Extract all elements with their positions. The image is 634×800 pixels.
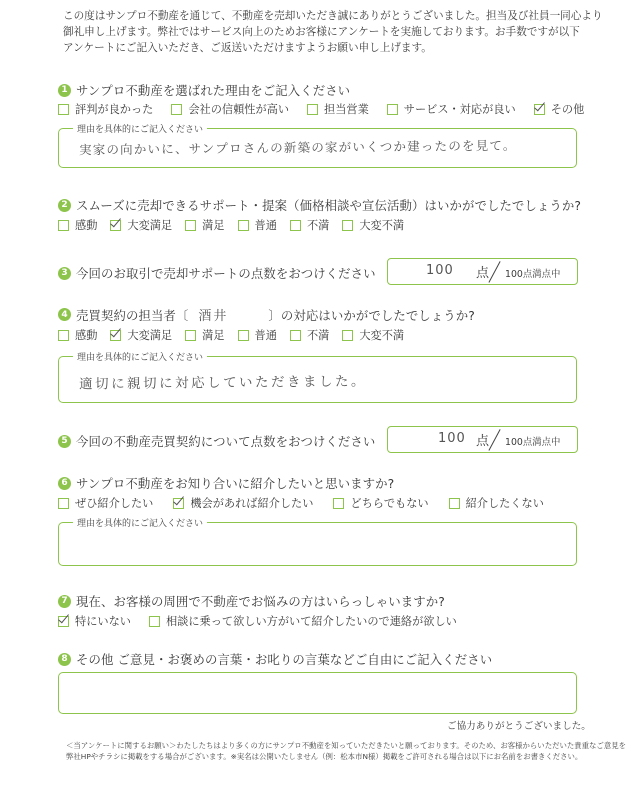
question-number-badge: 4	[58, 308, 71, 321]
option-impressed[interactable]	[58, 217, 97, 233]
checkbox[interactable]	[149, 616, 160, 627]
question-text: サンプロ不動産をお知り合いに紹介したいと思いますか?	[76, 476, 395, 491]
option-label: 特にいない	[75, 615, 131, 628]
option-dissatisfied[interactable]	[290, 217, 329, 233]
checkbox[interactable]	[110, 330, 121, 341]
option-satisfied[interactable]	[185, 327, 224, 343]
q4-reason-box[interactable]	[58, 353, 577, 403]
option-very-satisfied[interactable]	[110, 217, 172, 233]
q4-options	[58, 327, 404, 343]
option-label: 普通	[254, 219, 277, 232]
question-number-badge: 6	[58, 477, 71, 490]
option-label: 大変不満	[359, 329, 405, 342]
option-very-satisfied[interactable]	[110, 327, 172, 343]
option-label: 不満	[306, 329, 330, 342]
option-other[interactable]	[534, 101, 585, 117]
score-max: 100点満点中	[505, 269, 561, 280]
checkbox[interactable]	[171, 104, 182, 115]
footer-line: ＜当アンケートに関するお願い＞わたしたちはより多くの方にサンプロ不動産を知っていただきたいと願っております。そのため、お客様からいただいた貴重なご意見を	[66, 741, 626, 750]
option-label: 会社の信頼性が高い	[188, 103, 290, 116]
question-text: 今回のお取引で売却サポートの点数をおつけください	[76, 266, 376, 281]
reason-label: 理由を具体的にご記入ください	[73, 350, 207, 363]
checkbox[interactable]	[342, 330, 353, 341]
question-6	[58, 474, 394, 492]
question-8	[58, 650, 492, 668]
option-neutral[interactable]	[333, 495, 428, 511]
footer-note	[66, 740, 626, 762]
checkbox[interactable]	[333, 498, 344, 509]
option-want-contact[interactable]	[149, 613, 457, 629]
checkbox[interactable]	[238, 330, 249, 341]
question-text: スムーズに売却できるサポート・提案（価格相談や宣伝活動）はいかがでしたでしょうか?	[76, 198, 582, 213]
checkbox[interactable]	[185, 330, 196, 341]
reason-label: 理由を具体的にご記入ください	[73, 122, 207, 135]
checkbox[interactable]	[387, 104, 398, 115]
q8-comment-box[interactable]	[58, 672, 577, 714]
question-number-badge: 5	[58, 435, 71, 448]
q5-score-box[interactable]	[387, 426, 578, 453]
question-3	[58, 264, 376, 282]
option-label: どちらでもない	[350, 497, 429, 510]
intro-line: 御礼申し上げます。弊社ではサービス向上のためお客様にアンケートを実施しております。お手数ですが以下	[63, 26, 580, 38]
score-unit: 点	[476, 266, 490, 281]
question-text: 現在、お客様の周囲で不動産でお悩みの方はいらっしゃいますか?	[76, 594, 445, 609]
checkbox[interactable]	[449, 498, 460, 509]
option-definitely-introduce[interactable]	[58, 495, 153, 511]
option-not-introduce[interactable]	[449, 495, 544, 511]
intro-line: アンケートにご記入いただき、ご返送いただけますようお願い申し上げます。	[63, 42, 432, 54]
question-text-before: 売買契約の担当者〔	[76, 307, 189, 323]
handwritten-answer: 実家の向かいに、サンプロさんの新築の家がいくつか建ったのを見て。	[78, 137, 517, 158]
option-dissatisfied[interactable]	[290, 327, 329, 343]
option-label: サービス・対応が良い	[403, 103, 516, 116]
checkbox[interactable]	[58, 498, 69, 509]
checkbox[interactable]	[185, 220, 196, 231]
handwritten-agent-name: 酒井	[198, 309, 229, 324]
question-7	[58, 592, 445, 610]
handwritten-score: 100	[426, 263, 454, 278]
handwritten-score: 100	[438, 431, 466, 446]
checkbox[interactable]	[173, 498, 184, 509]
option-normal[interactable]	[238, 327, 277, 343]
thanks-text: ご協力ありがとうございました。	[447, 721, 591, 732]
checkbox[interactable]	[58, 104, 69, 115]
option-label: 大変満足	[127, 219, 173, 232]
option-label: 大変不満	[359, 219, 405, 232]
q1-options	[58, 101, 584, 117]
question-text: その他 ご意見・お褒めの言葉・お叱りの言葉などご自由にご記入ください	[76, 652, 493, 667]
checkbox[interactable]	[110, 220, 121, 231]
option-label: 相談に乗って欲しい方がいて紹介したいので連絡が欲しい	[165, 615, 457, 628]
q2-options	[58, 217, 404, 233]
score-max: 100点満点中	[505, 437, 561, 448]
intro-text	[63, 8, 623, 56]
option-label: 大変満足	[127, 329, 173, 342]
checkbox[interactable]	[58, 616, 69, 627]
handwritten-answer: 適切に親切に対応していただきました。	[78, 373, 368, 393]
q6-options	[58, 495, 544, 511]
checkbox[interactable]	[534, 104, 545, 115]
checkbox[interactable]	[290, 220, 301, 231]
checkbox[interactable]	[342, 220, 353, 231]
checkbox[interactable]	[238, 220, 249, 231]
option-label: 機会があれば紹介したい	[190, 497, 314, 510]
option-reputation[interactable]	[58, 101, 153, 117]
option-very-dissatisfied[interactable]	[342, 327, 404, 343]
question-number-badge: 1	[58, 84, 71, 97]
q6-reason-box[interactable]	[58, 519, 577, 566]
option-label: ぜひ紹介したい	[75, 497, 154, 510]
option-normal[interactable]	[238, 217, 277, 233]
checkbox[interactable]	[307, 104, 318, 115]
question-2	[58, 196, 581, 214]
intro-line: この度はサンプロ不動産を通じて、不動産を売却いただき誠にありがとうございました。担当及び社員一同心より	[63, 10, 603, 22]
option-nobody[interactable]	[58, 613, 131, 629]
question-number-badge: 7	[58, 595, 71, 608]
checkbox[interactable]	[290, 330, 301, 341]
option-service[interactable]	[387, 101, 516, 117]
option-company-trust[interactable]	[171, 101, 289, 117]
option-label: 紹介したくない	[465, 497, 544, 510]
question-number-badge: 3	[58, 267, 71, 280]
question-number-badge: 2	[58, 199, 71, 212]
footer-line: 弊社HPやチラシに掲載をする場合がございます。※実名は公開いたしません（例：松本市N様）掲載をご許可される場合は以下にお名前をお書きください。	[66, 752, 583, 761]
option-satisfied[interactable]	[185, 217, 224, 233]
q7-options	[58, 613, 457, 629]
option-label: 評判が良かった	[75, 103, 154, 116]
option-label: 担当営業	[324, 103, 369, 116]
question-text-after: 〕の対応はいかがでしたでしょうか?	[268, 307, 475, 323]
score-unit: 点	[476, 434, 490, 449]
option-introduce-if-chance[interactable]	[173, 495, 313, 511]
option-label: その他	[550, 103, 585, 116]
question-number-badge: 8	[58, 653, 71, 666]
option-label: 不満	[306, 219, 330, 232]
q1-reason-box[interactable]	[58, 125, 577, 168]
question-text: サンプロ不動産を選ばれた理由をご記入ください	[76, 83, 351, 98]
option-label: 普通	[254, 329, 277, 342]
option-sales-rep[interactable]	[307, 101, 369, 117]
option-label: 感動	[75, 329, 98, 342]
slash-divider	[488, 261, 500, 283]
question-4	[58, 305, 475, 324]
reason-label: 理由を具体的にご記入ください	[73, 516, 207, 529]
option-label: 感動	[75, 219, 98, 232]
question-text: 今回の不動産売買契約について点数をおつけください	[76, 434, 376, 449]
option-very-dissatisfied[interactable]	[342, 217, 404, 233]
option-impressed[interactable]	[58, 327, 97, 343]
question-1	[58, 81, 350, 99]
checkbox[interactable]	[58, 220, 69, 231]
option-label: 満足	[202, 219, 225, 232]
q3-score-box[interactable]	[387, 258, 578, 285]
option-label: 満足	[202, 329, 225, 342]
checkbox[interactable]	[58, 330, 69, 341]
question-5	[58, 432, 375, 450]
slash-divider	[488, 429, 500, 451]
